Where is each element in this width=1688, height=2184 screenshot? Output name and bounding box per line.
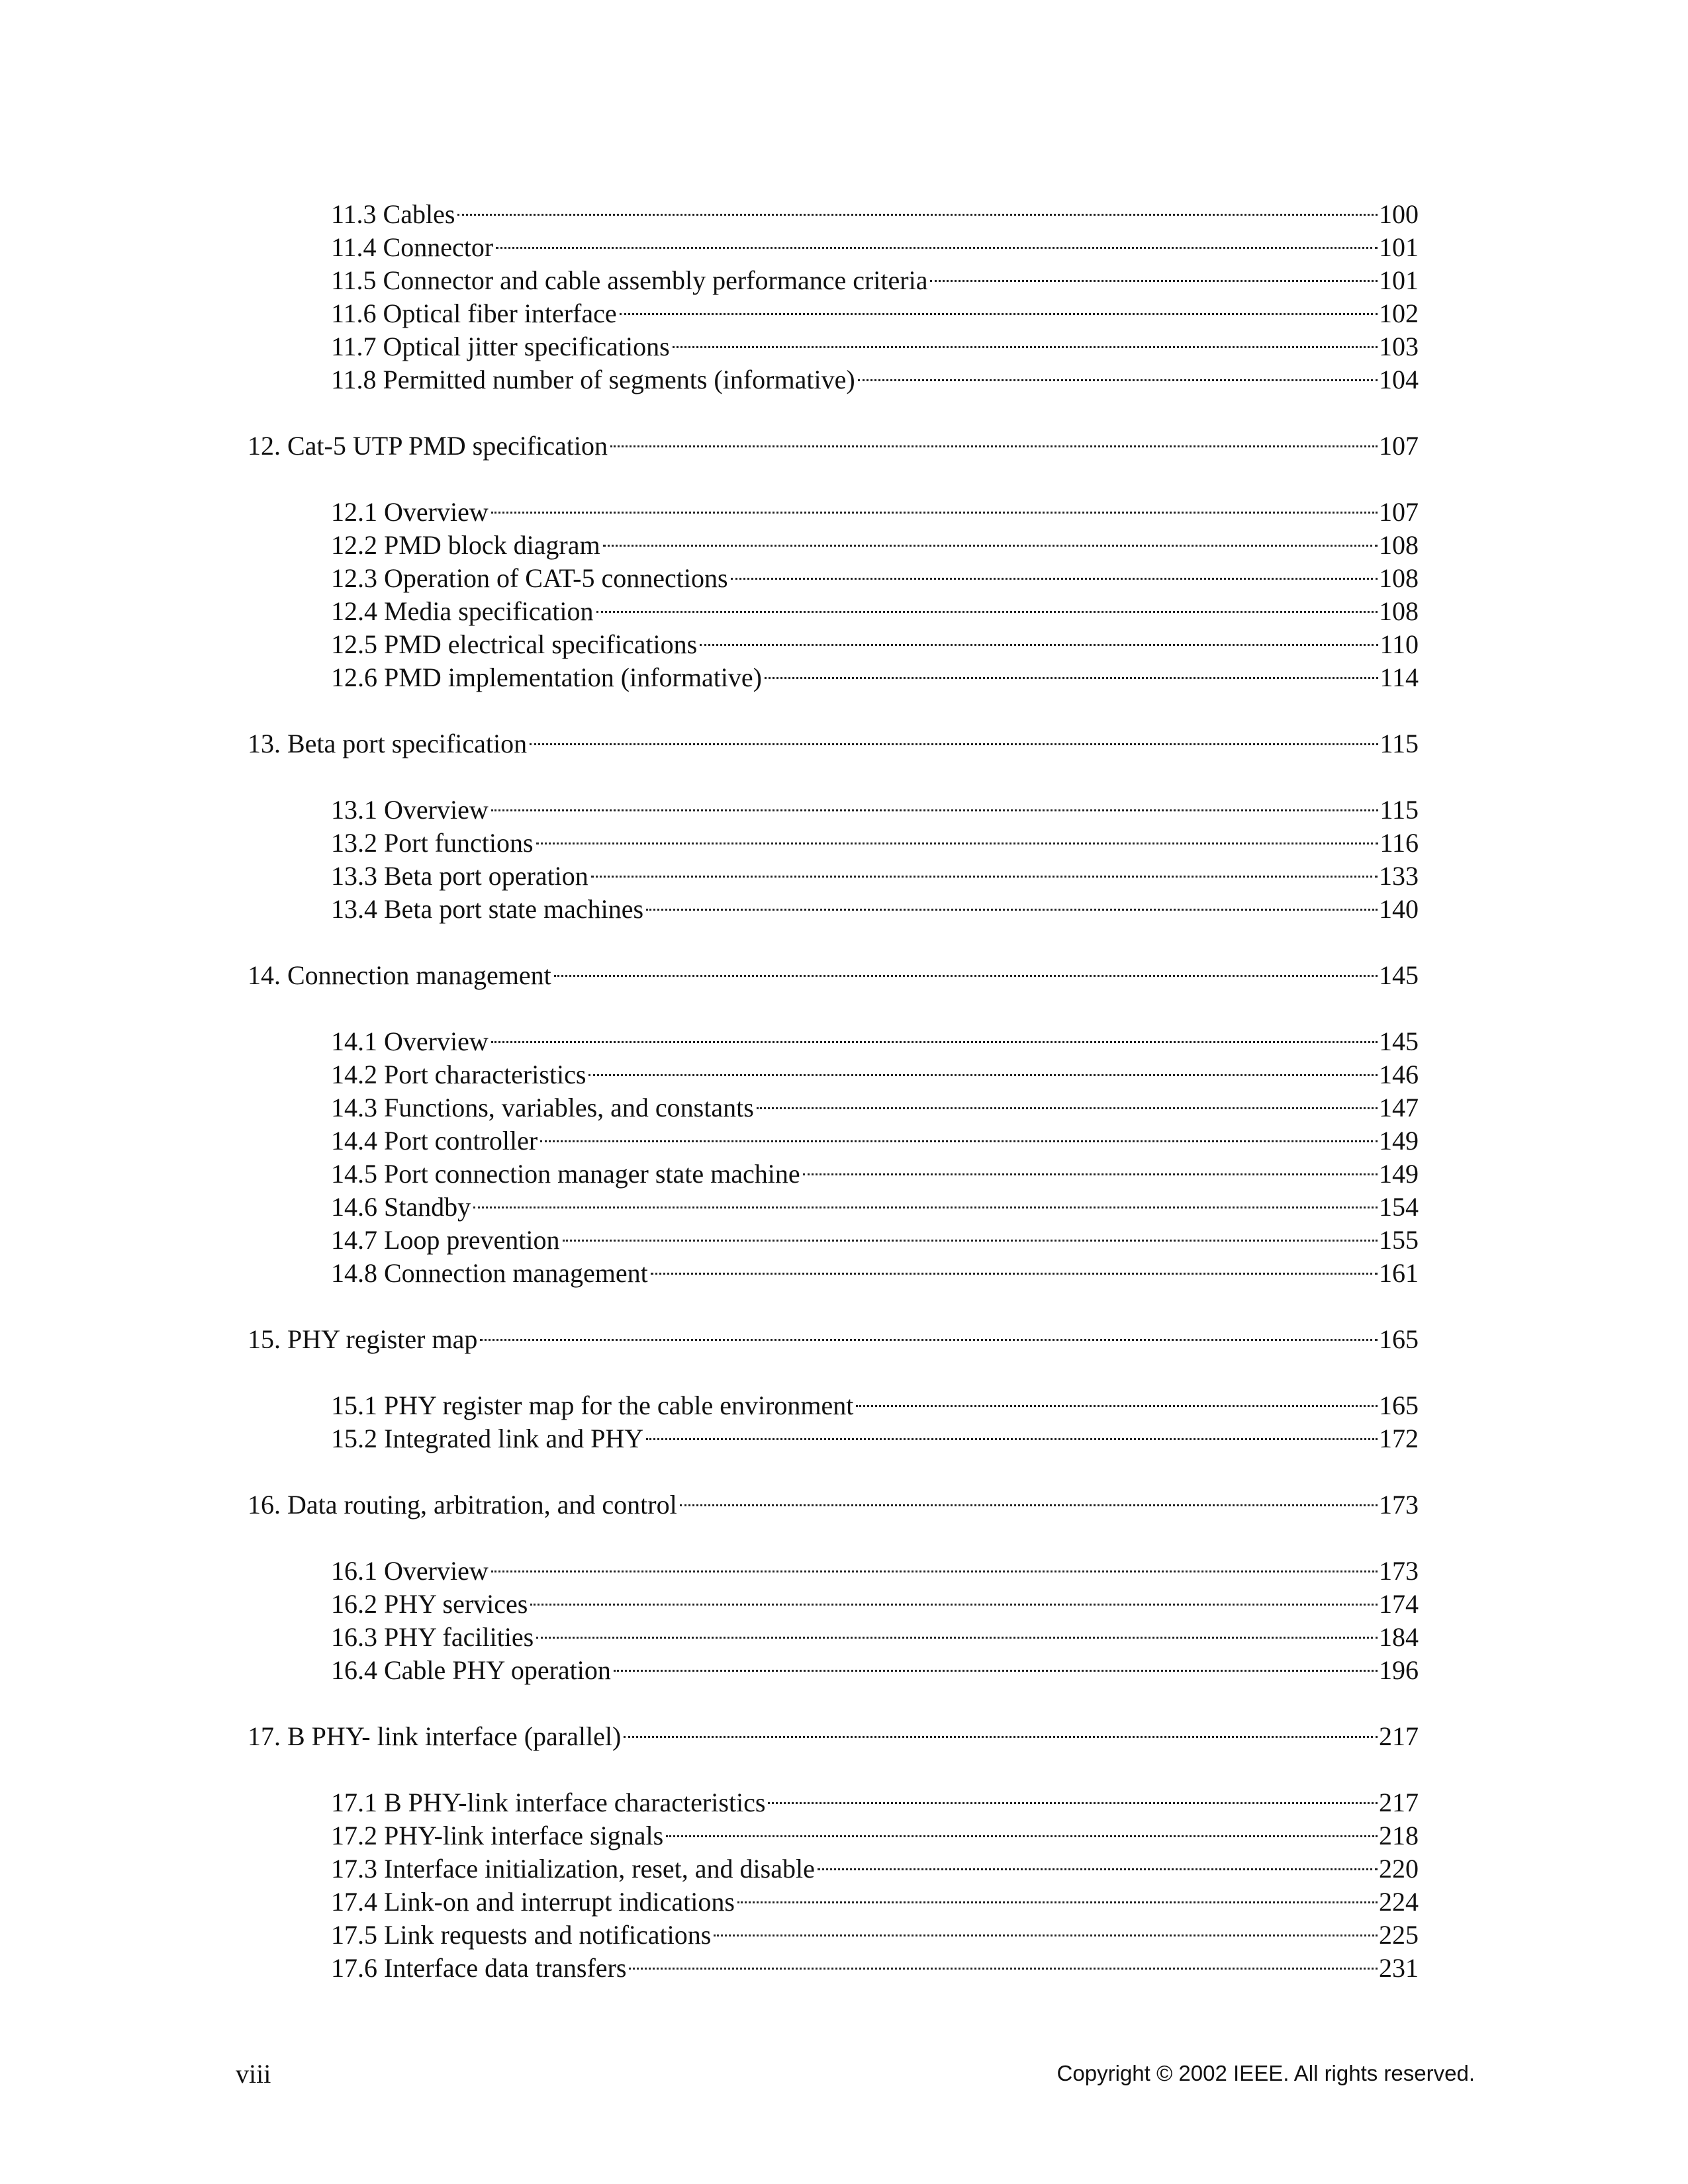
dot-leader bbox=[762, 653, 1380, 686]
toc-entry-page: 231 bbox=[1379, 1953, 1419, 1983]
toc-entry-page: 147 bbox=[1379, 1093, 1419, 1122]
toc-entry-title: 15.1 PHY register map for the cable environment bbox=[331, 1390, 854, 1420]
toc-entry-page: 184 bbox=[1379, 1622, 1419, 1652]
toc-entry-title: 13.2 Port functions bbox=[331, 828, 534, 858]
toc-entry-title: 13. Beta port specification bbox=[248, 729, 528, 758]
toc-chapter-entry[interactable] bbox=[248, 951, 1419, 990]
toc-entry-title: 14.2 Port characteristics bbox=[331, 1060, 586, 1089]
toc-entry-title: 17.6 Interface data transfers bbox=[331, 1953, 627, 1983]
dot-leader bbox=[551, 951, 1379, 984]
toc-chapter-entry[interactable] bbox=[248, 1480, 1419, 1520]
toc-entry-title: 14.7 Loop prevention bbox=[331, 1225, 560, 1255]
toc-chapter-entry[interactable] bbox=[248, 719, 1419, 758]
toc-entry-page: 224 bbox=[1379, 1887, 1419, 1917]
toc-entry-title: 17.1 B PHY-link interface characteristics bbox=[331, 1788, 766, 1817]
toc-entry-page: 101 bbox=[1379, 232, 1419, 262]
toc-entry-title: 11.7 Optical jitter specifications bbox=[331, 332, 670, 361]
dot-leader bbox=[648, 1249, 1379, 1282]
toc-entry-title: 11.6 Optical fiber interface bbox=[331, 298, 617, 328]
toc-entry-title: 17.4 Link-on and interrupt indications bbox=[331, 1887, 735, 1917]
toc-entry-title: 17.5 Link requests and notifications bbox=[331, 1920, 712, 1950]
toc-entry-title: 15.2 Integrated link and PHY bbox=[331, 1424, 644, 1453]
dot-leader bbox=[617, 289, 1379, 322]
dot-leader bbox=[493, 223, 1379, 256]
dot-leader bbox=[800, 1150, 1379, 1183]
toc-entry[interactable] bbox=[248, 1381, 1419, 1420]
dot-leader bbox=[588, 852, 1379, 885]
toc-entry-page: 108 bbox=[1379, 563, 1419, 593]
dot-leader bbox=[643, 885, 1379, 918]
toc-entry-page: 154 bbox=[1379, 1192, 1419, 1222]
dot-leader bbox=[711, 1911, 1379, 1944]
dot-leader bbox=[455, 190, 1379, 223]
toc-entry-page: 103 bbox=[1379, 332, 1419, 361]
toc-entry-page: 110 bbox=[1380, 629, 1419, 659]
toc-entry-page: 220 bbox=[1379, 1854, 1419, 1884]
table-of-contents bbox=[248, 190, 1419, 1983]
dot-leader bbox=[735, 1878, 1379, 1911]
dot-leader bbox=[586, 1050, 1379, 1083]
dot-leader bbox=[600, 521, 1379, 554]
toc-entry[interactable] bbox=[248, 786, 1419, 825]
toc-entry-title: 12.4 Media specification bbox=[331, 596, 594, 626]
dot-leader bbox=[489, 1017, 1379, 1050]
toc-entry-page: 145 bbox=[1379, 1026, 1419, 1056]
dot-leader bbox=[538, 1116, 1379, 1150]
toc-entry-page: 149 bbox=[1379, 1159, 1419, 1189]
dot-leader bbox=[534, 1613, 1379, 1646]
dot-leader bbox=[621, 1712, 1379, 1745]
dot-leader bbox=[489, 1547, 1379, 1580]
toc-entry-page: 116 bbox=[1380, 828, 1419, 858]
toc-entry[interactable] bbox=[248, 190, 1419, 229]
toc-entry-title: 12.2 PMD block diagram bbox=[331, 530, 600, 560]
dot-leader bbox=[643, 1414, 1379, 1447]
dot-leader bbox=[765, 1778, 1379, 1811]
dot-leader bbox=[815, 1844, 1379, 1878]
toc-entry-page: 155 bbox=[1379, 1225, 1419, 1255]
toc-entry-page: 108 bbox=[1379, 530, 1419, 560]
toc-entry-page: 173 bbox=[1379, 1556, 1419, 1586]
dot-leader bbox=[663, 1811, 1379, 1844]
toc-chapter-entry[interactable] bbox=[248, 1712, 1419, 1751]
toc-entry-title: 16.1 Overview bbox=[331, 1556, 489, 1586]
toc-entry-title: 12.3 Operation of CAT-5 connections bbox=[331, 563, 728, 593]
dot-leader bbox=[560, 1216, 1380, 1249]
toc-entry-page: 100 bbox=[1379, 199, 1419, 229]
dot-leader bbox=[528, 1580, 1379, 1613]
footer-copyright: Copyright © 2002 IEEE. All rights reserved. bbox=[1056, 2061, 1475, 2085]
toc-entry-title: 17.3 Interface initialization, reset, and disable bbox=[331, 1854, 815, 1884]
toc-entry-title: 16. Data routing, arbitration, and control bbox=[248, 1490, 677, 1520]
toc-entry-page: 104 bbox=[1379, 365, 1419, 394]
dot-leader bbox=[670, 322, 1379, 355]
toc-entry-page: 108 bbox=[1379, 596, 1419, 626]
dot-leader bbox=[471, 1183, 1379, 1216]
toc-entry-page: 172 bbox=[1379, 1424, 1419, 1453]
toc-entry-page: 140 bbox=[1379, 894, 1419, 924]
toc-entry-title: 14.5 Port connection manager state machine bbox=[331, 1159, 800, 1189]
dot-leader bbox=[489, 786, 1380, 819]
toc-entry-title: 14.1 Overview bbox=[331, 1026, 489, 1056]
dot-leader bbox=[489, 488, 1379, 521]
dot-leader bbox=[754, 1083, 1379, 1116]
toc-entry-title: 12.6 PMD implementation (informative) bbox=[331, 662, 762, 692]
footer-page-number: viii bbox=[236, 2059, 271, 2089]
toc-chapter-entry[interactable] bbox=[248, 1315, 1419, 1354]
toc-entry-title: 16.2 PHY services bbox=[331, 1589, 528, 1619]
toc-entry-title: 11.5 Connector and cable assembly performance criteria bbox=[331, 265, 928, 295]
dot-leader bbox=[527, 719, 1380, 752]
toc-entry-title: 12. Cat-5 UTP PMD specification bbox=[248, 431, 608, 461]
toc-entry[interactable] bbox=[248, 1778, 1419, 1817]
dot-leader bbox=[611, 1646, 1379, 1679]
toc-entry-title: 14. Connection management bbox=[248, 960, 551, 990]
dot-leader bbox=[534, 819, 1380, 852]
toc-entry-title: 14.8 Connection management bbox=[331, 1258, 648, 1288]
toc-entry-page: 133 bbox=[1379, 861, 1419, 891]
dot-leader bbox=[728, 554, 1379, 587]
toc-entry-page: 173 bbox=[1379, 1490, 1419, 1520]
toc-entry-title: 16.3 PHY facilities bbox=[331, 1622, 534, 1652]
toc-entry-title: 13.1 Overview bbox=[331, 795, 489, 825]
dot-leader bbox=[855, 355, 1379, 388]
toc-chapter-entry[interactable] bbox=[248, 422, 1419, 461]
toc-entry-page: 115 bbox=[1380, 729, 1419, 758]
toc-entry-page: 101 bbox=[1379, 265, 1419, 295]
toc-entry-page: 114 bbox=[1380, 662, 1419, 692]
toc-entry-page: 115 bbox=[1380, 795, 1419, 825]
toc-entry-page: 107 bbox=[1379, 497, 1419, 527]
toc-entry-title: 12.1 Overview bbox=[331, 497, 489, 527]
toc-entry-title: 11.4 Connector bbox=[331, 232, 494, 262]
dot-leader bbox=[608, 422, 1379, 455]
toc-entry-page: 161 bbox=[1379, 1258, 1419, 1288]
toc-entry-page: 165 bbox=[1379, 1324, 1419, 1354]
toc-entry-page: 146 bbox=[1379, 1060, 1419, 1089]
toc-entry[interactable] bbox=[248, 1547, 1419, 1586]
toc-entry-title: 16.4 Cable PHY operation bbox=[331, 1655, 611, 1685]
toc-entry-title: 13.4 Beta port state machines bbox=[331, 894, 644, 924]
toc-entry-page: 217 bbox=[1379, 1721, 1419, 1751]
toc-entry-page: 217 bbox=[1379, 1788, 1419, 1817]
dot-leader bbox=[853, 1381, 1379, 1414]
toc-entry[interactable] bbox=[248, 488, 1419, 527]
toc-entry-page: 145 bbox=[1379, 960, 1419, 990]
toc-entry-page: 102 bbox=[1379, 298, 1419, 328]
dot-leader bbox=[477, 1315, 1379, 1348]
toc-entry-page: 149 bbox=[1379, 1126, 1419, 1156]
toc-entry-page: 174 bbox=[1379, 1589, 1419, 1619]
toc-entry-title: 11.3 Cables bbox=[331, 199, 455, 229]
toc-entry-title: 12.5 PMD electrical specifications bbox=[331, 629, 698, 659]
dot-leader bbox=[677, 1480, 1379, 1514]
toc-entry-title: 17.2 PHY-link interface signals bbox=[331, 1821, 664, 1850]
toc-entry-title: 13.3 Beta port operation bbox=[331, 861, 588, 891]
toc-entry-page: 218 bbox=[1379, 1821, 1419, 1850]
toc-entry-title: 11.8 Permitted number of segments (informative) bbox=[331, 365, 855, 394]
toc-entry-title: 17. B PHY- link interface (parallel) bbox=[248, 1721, 622, 1751]
toc-entry[interactable] bbox=[248, 1017, 1419, 1056]
dot-leader bbox=[626, 1944, 1379, 1977]
toc-entry-page: 225 bbox=[1379, 1920, 1419, 1950]
dot-leader bbox=[697, 620, 1380, 653]
toc-entry-title: 14.6 Standby bbox=[331, 1192, 471, 1222]
toc-entry-title: 15. PHY register map bbox=[248, 1324, 478, 1354]
toc-entry-page: 196 bbox=[1379, 1655, 1419, 1685]
toc-entry-page: 107 bbox=[1379, 431, 1419, 461]
toc-entry-title: 14.3 Functions, variables, and constants bbox=[331, 1093, 754, 1122]
toc-entry-page: 165 bbox=[1379, 1390, 1419, 1420]
dot-leader bbox=[594, 587, 1379, 620]
toc-entry-title: 14.4 Port controller bbox=[331, 1126, 538, 1156]
dot-leader bbox=[927, 256, 1379, 289]
